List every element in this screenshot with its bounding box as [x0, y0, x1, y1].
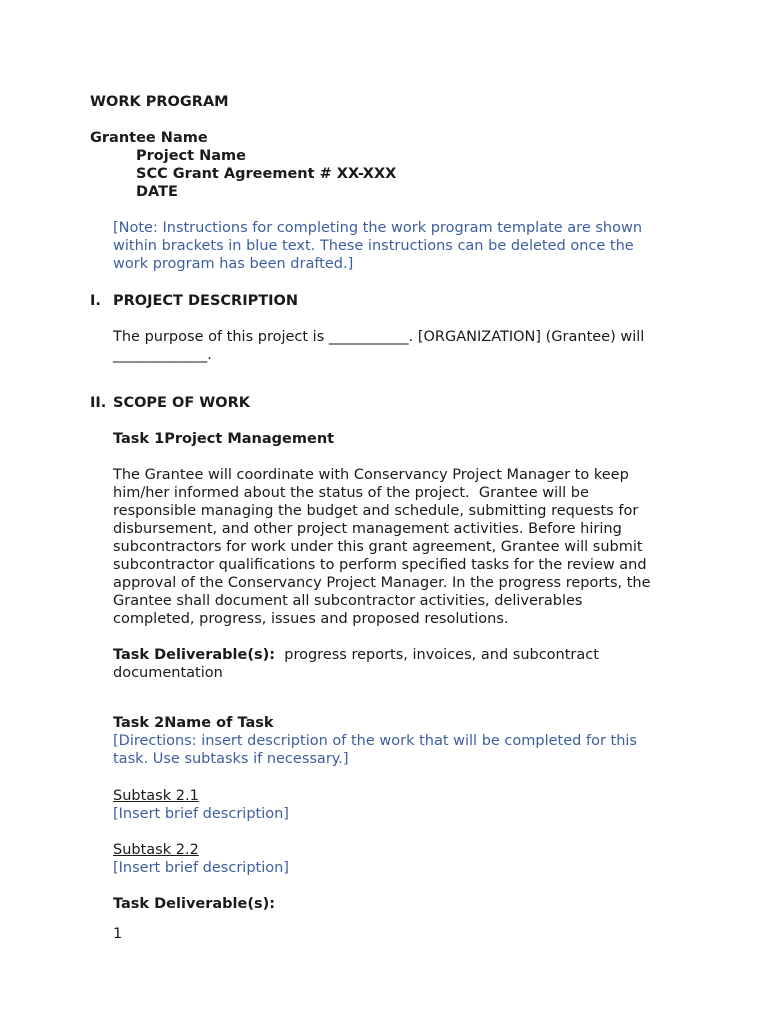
paragraph-line: him/her informed about the status of the project. Grantee will be: [113, 485, 589, 501]
task-1-heading: Task 1Project Management: [113, 431, 335, 447]
paragraph-line: The Grantee will coordinate with Conservancy Project Manager to keep: [113, 467, 629, 483]
subtask-2-1-label: Subtask 2.1: [113, 788, 199, 804]
paragraph-line: The purpose of this project is ___________. [ORGANIZATION] (Grantee) will: [113, 329, 645, 345]
task-2-directions-line: task. Use subtasks if necessary.]: [113, 751, 349, 767]
task-2-directions-line: [Directions: insert description of the work that will be completed for this: [113, 733, 637, 749]
deliverable-label: Task Deliverable(s):: [113, 647, 276, 663]
subtask-2-2-label: Subtask 2.2: [113, 842, 199, 858]
section-2-number: II.: [90, 395, 107, 411]
section-1-number: I.: [90, 293, 101, 309]
note-line: within brackets in blue text. These instructions can be deleted once the: [113, 238, 634, 254]
subtask-2-2-description: [Insert brief description]: [113, 860, 289, 876]
grantee-name: Grantee Name: [90, 130, 208, 146]
paragraph-line: responsible managing the budget and schedule, submitting requests for: [113, 503, 639, 519]
note-line: work program has been drafted.]: [113, 256, 354, 272]
project-name: Project Name: [136, 148, 246, 164]
task-2-deliverables-label: Task Deliverable(s):: [113, 896, 276, 912]
deliverable-text: progress reports, invoices, and subcontract: [284, 647, 599, 663]
grant-agreement-number: SCC Grant Agreement # XX-XXX: [136, 166, 397, 182]
paragraph-line: subcontractor qualifications to perform specified tasks for the review and: [113, 557, 647, 573]
note-line: [Note: Instructions for completing the work program template are shown: [113, 220, 643, 236]
paragraph-line: _____________.: [113, 347, 212, 363]
section-2-heading: SCOPE OF WORK: [113, 395, 250, 411]
section-1-heading: PROJECT DESCRIPTION: [113, 293, 298, 309]
paragraph-line: disbursement, and other project management activities. Before hiring: [113, 521, 622, 537]
document-date: DATE: [136, 184, 178, 200]
paragraph-line: completed, progress, issues and proposed resolutions.: [113, 611, 509, 627]
page-number: 1: [113, 926, 123, 942]
subtask-2-1-description: [Insert brief description]: [113, 806, 289, 822]
document-title: WORK PROGRAM: [90, 94, 229, 110]
paragraph-line: approval of the Conservancy Project Manager. In the progress reports, the: [113, 575, 651, 591]
task-1-deliverables: [113, 646, 599, 664]
paragraph-line: Grantee shall document all subcontractor activities, deliverables: [113, 593, 583, 609]
deliverable-text-continued: documentation: [113, 665, 223, 681]
task-2-heading: Task 2Name of Task: [113, 715, 274, 731]
paragraph-line: subcontractors for work under this grant agreement, Grantee will submit: [113, 539, 643, 555]
